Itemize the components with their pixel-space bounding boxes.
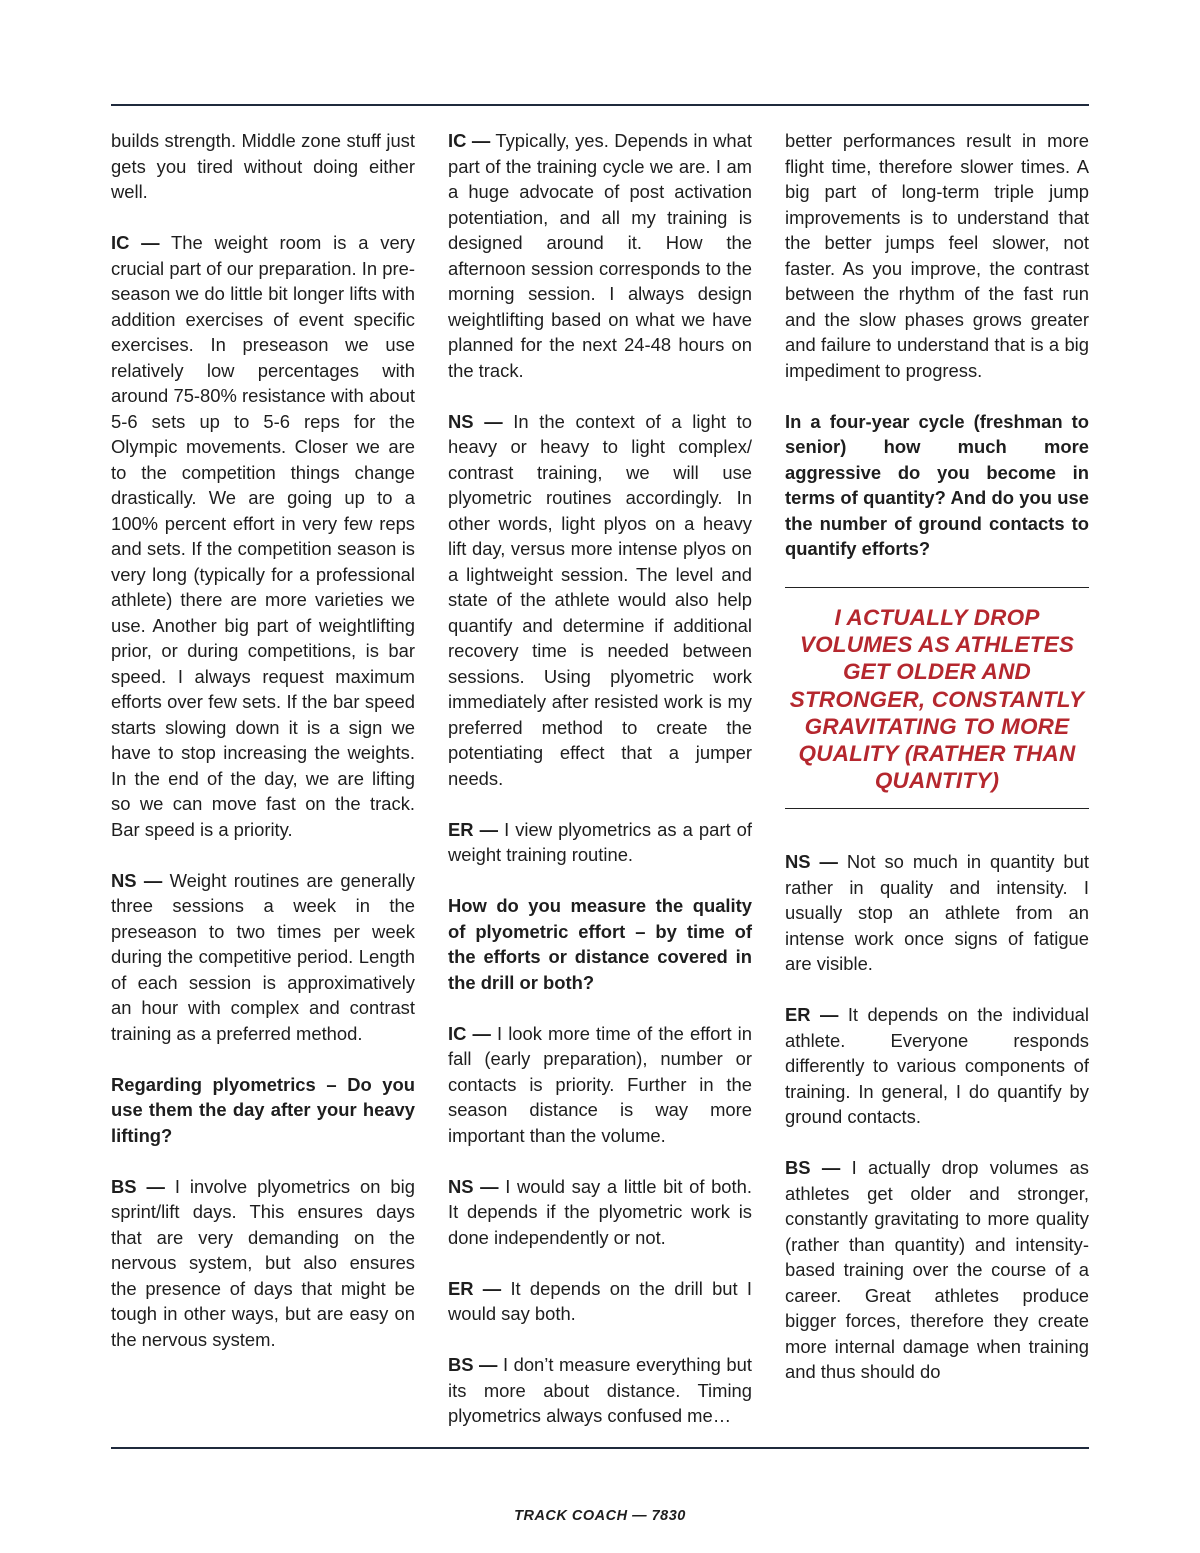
speaker-label: BS —	[785, 1157, 841, 1179]
speaker-label: BS —	[111, 1175, 165, 1197]
speaker-label: NS —	[111, 869, 163, 891]
paragraph	[111, 868, 415, 1047]
paragraph	[785, 1155, 1089, 1385]
paragraph	[785, 1002, 1089, 1130]
paragraph	[448, 409, 752, 792]
speaker-label: NS —	[448, 410, 503, 432]
speaker-label: IC —	[448, 130, 491, 151]
speaker-label: ER —	[448, 818, 498, 840]
paragraph	[448, 1174, 752, 1251]
paragraph	[111, 128, 415, 205]
speaker-label: ER —	[785, 1004, 839, 1026]
paragraph-text: The weight room is a very crucial part of our preparation. In pre-season we do little bit longer lifts with addition exercises of event specific exercises. In preseason we use relatively low percentages with around 75-80% resistance with about 5-6 sets up to 5-6 reps for the Olympic movements. Closer we are to the competition things change drastically. We are going up to a 100% percent effort in very few reps and sets. If the competition season is very long (typically for a professional athlete) there are more varieties we use. Another big part of weightlifting prior, or during competitions, is bar speed. I always request maximum efforts over few sets. If the bar speed starts slowing down it is a sign we have to stop increasing the weights. In the end of the day, we are lifting so we can move fast on the track. Bar speed is a priority.	[111, 232, 415, 840]
speaker-label: BS —	[448, 1354, 498, 1375]
speaker-label: NS —	[448, 1175, 499, 1197]
paragraph	[448, 1276, 752, 1327]
paragraph-text: It depends on the individual athlete. Everyone responds differently to various components of training. In general, I do quantify by ground contacts.	[785, 1004, 1089, 1128]
paragraph-text: Weight routines are generally three sessions a week in the preseason to two times per week during the competitive period. Length of each session is approximatively an hour with complex and contrast training as a preferred method.	[111, 869, 415, 1044]
paragraph-text: I would say a little bit of both. It depends if the plyometric work is done independently or not.	[448, 1175, 752, 1248]
speaker-label: NS —	[785, 851, 838, 873]
paragraph	[111, 1174, 415, 1353]
column-1	[111, 128, 415, 1378]
paragraph	[785, 849, 1089, 977]
paragraph-text: better performances result in more flight time, therefore slower times. A big part of long-term triple jump improvements is to understand that the better jumps feel slower, not faster. As you improve, the contrast between the rhythm of the fast run and the slow phases grows greater and failure to understand that is a big impediment to progress.	[785, 130, 1089, 381]
pull-quote	[785, 587, 1089, 809]
paragraph	[785, 128, 1089, 383]
paragraph-text: I actually drop volumes as athletes get older and stronger, constantly gravitating to more quality (rather than quantity) and intensity-based training over the course of a career. Great athletes produce bigger forces, therefore they create more internal damage when training and thus should do	[785, 1157, 1089, 1383]
paragraph-text: I involve plyometrics on big sprint/lift days. This ensures days that are very demanding on the nervous system, but also ensures the presence of days that might be tough in other ways, but are easy on the nervous system.	[111, 1175, 415, 1350]
header-rule	[111, 104, 1089, 106]
paragraph-text: It depends on the drill but I would say both.	[448, 1277, 752, 1324]
paragraph-text: I don’t measure everything but its more about distance. Timing plyometrics always confused me…	[448, 1354, 752, 1426]
paragraph-text: I view plyometrics as a part of weight training routine.	[448, 818, 752, 865]
column-2	[448, 128, 752, 1454]
speaker-label: ER —	[448, 1277, 502, 1299]
paragraph	[111, 230, 415, 842]
paragraph-text: builds strength. Middle zone stuff just gets you tired without doing either well.	[111, 130, 415, 202]
paragraph	[448, 128, 752, 383]
paragraph-text: I look more time of the effort in fall (early preparation), number or contacts is priority. Further in the season distance is way more important than the volume.	[448, 1022, 752, 1146]
interview-question: Regarding plyometrics – Do you use them the day after your heavy lifting?	[111, 1073, 415, 1146]
interview-question: In a four-year cycle (freshman to senior) how much more aggressive do you become in terms of quantity? And do you use the number of ground contacts to quantify efforts?	[785, 410, 1089, 559]
paragraph	[448, 1021, 752, 1149]
paragraph-text: In the context of a light to heavy or heavy to light complex/ contrast training, we will use plyometric routines accordingly. In other words, light plyos on a heavy lift day, versus more intense plyos on a lightweight session. The level and state of the athlete would also help quantify and determine if additional recovery time is needed between sessions. Using plyometric work immediately after resisted work is my preferred method to create the potentiating effect that a jumper needs.	[448, 410, 752, 789]
speaker-label: IC —	[448, 1022, 491, 1044]
paragraph	[448, 817, 752, 868]
speaker-label: IC —	[111, 232, 160, 253]
footer-rule	[111, 1447, 1089, 1449]
paragraph	[448, 1352, 752, 1429]
column-3	[785, 128, 1089, 1410]
interview-question: How do you measure the quality of plyometric effort – by time of the efforts or distance covered in the drill or both?	[448, 895, 752, 993]
pull-quote-text: I ACTUALLY DROP VOLUMES AS ATHLETES GET OLDER AND STRONGER, CONSTANTLY GRAVITATING TO MORE QUALITY (RATHER THAN QUANTITY)	[789, 605, 1085, 794]
page-footer: TRACK COACH — 7830	[514, 1508, 686, 1524]
paragraph-text: Not so much in quantity but rather in quality and intensity. I usually stop an athlete from an intense work once signs of fatigue are visible.	[785, 851, 1089, 975]
paragraph-text: Typically, yes. Depends in what part of the training cycle we are. I am a huge advocate of post activation potentiation, and all my training is designed around it. How the afternoon session corresponds to the morning session. I always design weightlifting based on what we have planned for the next 24-48 hours on the track.	[448, 130, 752, 381]
